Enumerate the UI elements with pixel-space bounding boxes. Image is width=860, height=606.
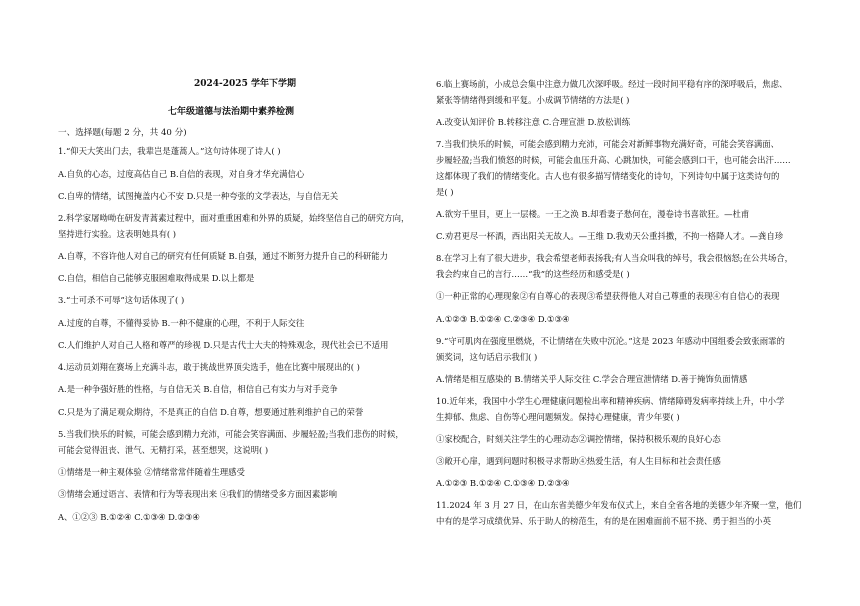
exam-title: 七年级道德与法治期中素养检测 bbox=[168, 107, 295, 117]
q8-options: A.①②③ B.①②④ C.②③④ D.①③④ bbox=[436, 314, 570, 324]
q9-options: A.情绪是相互感染的 B.情绪关乎人际交往 C.学会合理宣泄情绪 D.善于掩饰负面情感 bbox=[436, 374, 748, 384]
term-heading: 2024-2025 学年下学期 bbox=[194, 79, 296, 89]
q1-options-ab: A.自负的心态，过度高估自己 B.自信的表现，对自身才华充满信心 bbox=[58, 169, 305, 179]
question-5-line1: 5.当我们快乐的时候，可能会感到精力充沛，可能会笑容满面、步履轻盈;当我们悲伤的时候， bbox=[58, 429, 404, 439]
q7-options-ab: A.欲穷千里目，更上一层楼。一王之涣 B.却看妻子愁何在，漫卷诗书喜欲狂。—杜甫 bbox=[436, 209, 750, 219]
question-8-line2: 我会约束自己的言行……“我”的这些经历和感受是( ) bbox=[436, 269, 630, 279]
q3-options-ab: A.过度的自尊，不懂得妥协 B.一种不健康的心理，不利于人际交往 bbox=[58, 318, 305, 328]
question-5-line2: 可能会觉得沮丧、泄气、无精打采，甚至想哭，这说明( ) bbox=[58, 445, 269, 455]
question-8-line1: 8.在学习上有了很大进步，我会希望老师表扬我;有人当众叫我的绰号，我会很恼怒;在公共场合， bbox=[436, 253, 794, 263]
q2-options-ab: A.自尊，不容许他人对自己的研究有任何质疑 B.自强，通过不断努力提升自己的科研能力 bbox=[58, 251, 389, 261]
q10-options: A.①②③ B.①②④ C.①③④ D.②③④ bbox=[436, 478, 570, 488]
question-7-line2: 步履轻盈;当我们愤怒的时候，可能会血压升高、心跳加快，可能会感到口干，也可能会出汗…… bbox=[436, 155, 791, 165]
q8-statements: ①一种正常的心理现象②有自尊心的表现③希望获得他人对自己尊重的表现④有自信心的表现 bbox=[436, 291, 780, 301]
q10-statements-12: ①家校配合，时刻关注学生的心理动态②调控情绪，保持积极乐观的良好心态 bbox=[436, 434, 721, 444]
question-10-line1: 10.近年来，我国中小学生心理健康问题检出率和精神疾病、情绪障碍发病率持续上升，中小学 bbox=[436, 396, 785, 406]
q5-statements-34: ③情绪会通过语言、表情和行为等表现出来 ④我们的情绪受多方面因素影响 bbox=[58, 489, 338, 499]
question-7-line3: 这都体现了我们的情绪变化。古人也有很多描写情绪变化的诗句，下列诗句中属于这类诗句的 bbox=[436, 171, 780, 181]
q5-options: A、①②③ B.①②④ C.①③④ D.②③④ bbox=[58, 512, 200, 522]
question-2-line1: 2.科学家屠呦呦在研发青蒿素过程中，面对重重困难和外界的质疑，始终坚信自己的研究方向， bbox=[58, 213, 410, 223]
question-2-line2: 坚持进行实验。这表明她具有( ) bbox=[58, 229, 177, 239]
question-7-line1: 7.当我们快乐的时候，可能会感到精力充沛，可能会对新鲜事物充满好奇，可能会笑容满面、 bbox=[436, 139, 779, 149]
question-11-line2: 中有的是学习成绩优异、乐于助人的榜范生，有的是在困难面前不屈不挠、勇于担当的小英 bbox=[436, 516, 771, 526]
question-9-line2: 颁奖词，这句话启示我们( ) bbox=[436, 352, 538, 362]
q2-options-cd: C.自信，相信自己能够克服困难取得成果 D.以上都是 bbox=[58, 273, 255, 283]
question-6-line1: 6.临上赛场前，小成总会集中注意力做几次深呼吸。经过一段时间平稳有序的深呼吸后，焦虑、 bbox=[436, 79, 788, 89]
q10-statements-34: ③敞开心扉，遇到问题时积极寻求帮助④热爱生活，有人生目标和社会责任感 bbox=[436, 456, 721, 466]
question-4: 4.运动员刘翔在赛场上充满斗志，敢于挑战世界顶尖选手，他在比赛中展现出的( ) bbox=[58, 362, 360, 372]
q6-options: A.改变认知评价 B.转移注意 C.合理宣泄 D.放松训练 bbox=[436, 117, 631, 127]
section-heading: 一、选择题(每题 2 分，共 40 分) bbox=[58, 128, 187, 138]
question-6-line2: 紧张等情绪得到缓和平复。小成调节情绪的方法是( ) bbox=[436, 95, 630, 105]
q5-statements-12: ①情绪是一种主观体验 ②情绪常常伴随着生理感受 bbox=[58, 467, 245, 477]
q1-options-cd: C.自卑的情绪，试图掩盖内心不安 D.只是一种夸张的文学表达，与自信无关 bbox=[58, 191, 339, 201]
q4-options-ab: A.是一种争强好胜的性格，与自信无关 B.自信，相信自己有实力与对手竞争 bbox=[58, 384, 338, 394]
q3-options-cd: C.人们维护人对自己人格和尊严的珍视 D.只是古代士大夫的特殊观念，现代社会已不适用 bbox=[58, 340, 389, 350]
question-1: 1.“仰天大笑出门去，我辈岂是蓬蒿人。”这句诗体现了诗人( ) bbox=[58, 146, 281, 156]
question-11-line1: 11.2024 年 3 月 27 日，在山东省美德少年发布仪式上，来自全省各地的美德少年齐聚一堂，他们 bbox=[436, 500, 802, 510]
q4-options-cd: C.只是为了满足观众期待，不是真正的自信 D.自尊，想要通过胜利维护自己的荣誉 bbox=[58, 407, 364, 417]
question-9-line1: 9.“守可肌肉在强度里燃烧，不让情绪在失败中沉沦。”这是 2023 年感动中国组委会致张雨霏的 bbox=[436, 336, 785, 346]
question-7-line4: 是( ) bbox=[436, 187, 454, 197]
q7-options-cd: C.劝君更尽一杯酒，西出阳关无故人。—王维 D.我劝天公重抖擞，不拘一格降人才。—龚自珍 bbox=[436, 231, 784, 241]
question-3: 3.“士可杀不可辱”这句话体现了( ) bbox=[58, 295, 185, 305]
question-10-line2: 生抑郁、焦虑、自伤等心理问题频发。保持心理健康，青少年要( ) bbox=[436, 412, 680, 422]
